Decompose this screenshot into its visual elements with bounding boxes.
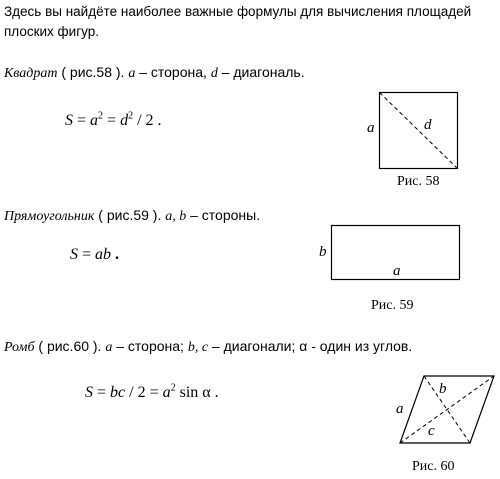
rectangle-formula — [70, 246, 119, 264]
rhombus-diagonal-long — [400, 376, 494, 443]
rectangle-label-a: a — [393, 263, 401, 279]
rhombus-ref: ( рис.60 ). — [34, 338, 106, 354]
formula-eq: = — [93, 384, 111, 401]
square-desc-side: – сторона, — [135, 64, 211, 80]
rhombus-desc-angle: - один из углов. — [307, 338, 413, 354]
formula-bc: bc — [110, 384, 126, 401]
square-figure — [379, 92, 459, 170]
rhombus-figure — [400, 375, 495, 445]
formula-dot: . — [111, 246, 120, 263]
rhombus-label-a: a — [396, 401, 404, 417]
formula-eq: = — [73, 112, 91, 129]
square-label-a: a — [367, 120, 375, 136]
rhombus-vars-bc: b, c — [187, 340, 209, 355]
rectangle-ref: ( рис.59 ). — [94, 207, 166, 223]
formula-exp: 2 — [170, 382, 176, 394]
formula-a: a — [90, 112, 99, 129]
formula-div: / 2 = — [125, 384, 163, 401]
rhombus-label-b: b — [439, 381, 447, 397]
rhombus-alpha: α — [299, 338, 308, 354]
formula-sin: sin — [175, 384, 203, 401]
rhombus-var-a: a — [105, 340, 113, 355]
rectangle-vars: a, b — [165, 209, 187, 224]
formula-eq: = — [78, 246, 96, 263]
square-name: Квадрат — [4, 66, 58, 81]
square-formula — [65, 112, 162, 130]
formula-s: S — [65, 112, 73, 129]
rectangle-label-b: b — [319, 244, 327, 260]
formula-alpha: α — [202, 384, 211, 401]
rectangle-heading — [4, 207, 260, 225]
formula-exp: 2 — [128, 110, 134, 122]
square-var-d: d — [210, 66, 218, 81]
square-caption: Рис. 58 — [397, 174, 440, 189]
square-heading — [4, 64, 305, 82]
formula-s: S — [85, 384, 93, 401]
formula-d: d — [120, 112, 129, 129]
formula-ab: ab — [95, 246, 112, 263]
formula-eq: = — [103, 112, 121, 129]
intro-text: Здесь вы найдёте наиболее важные формулы для вычисления площадей плоских фигур. — [4, 4, 472, 39]
formula-exp: 2 — [98, 110, 104, 122]
square-desc-diagonal: – диагональ. — [217, 64, 305, 80]
rhombus-desc-diagonals: – диагонали; — [208, 338, 300, 354]
rhombus-heading — [4, 338, 412, 356]
square-label-d: d — [424, 117, 432, 133]
rhombus-desc-side: – сторона; — [112, 338, 188, 354]
formula-dot: . — [210, 384, 219, 401]
rhombus-name: Ромб — [4, 340, 35, 355]
square-var-a: a — [128, 66, 136, 81]
square-diagonal — [380, 93, 458, 169]
rhombus-formula — [85, 384, 219, 402]
formula-a: a — [162, 384, 171, 401]
square-ref: ( рис.58 ). — [57, 64, 129, 80]
rhombus-caption: Рис. 60 — [412, 459, 455, 474]
rectangle-desc: – стороны. — [186, 207, 261, 223]
rectangle-caption: Рис. 59 — [371, 298, 414, 313]
formula-s: S — [70, 246, 78, 263]
rectangle-name: Прямоугольник — [4, 209, 95, 224]
rhombus-label-c: c — [428, 423, 435, 439]
formula-rest: / 2 . — [133, 112, 162, 129]
